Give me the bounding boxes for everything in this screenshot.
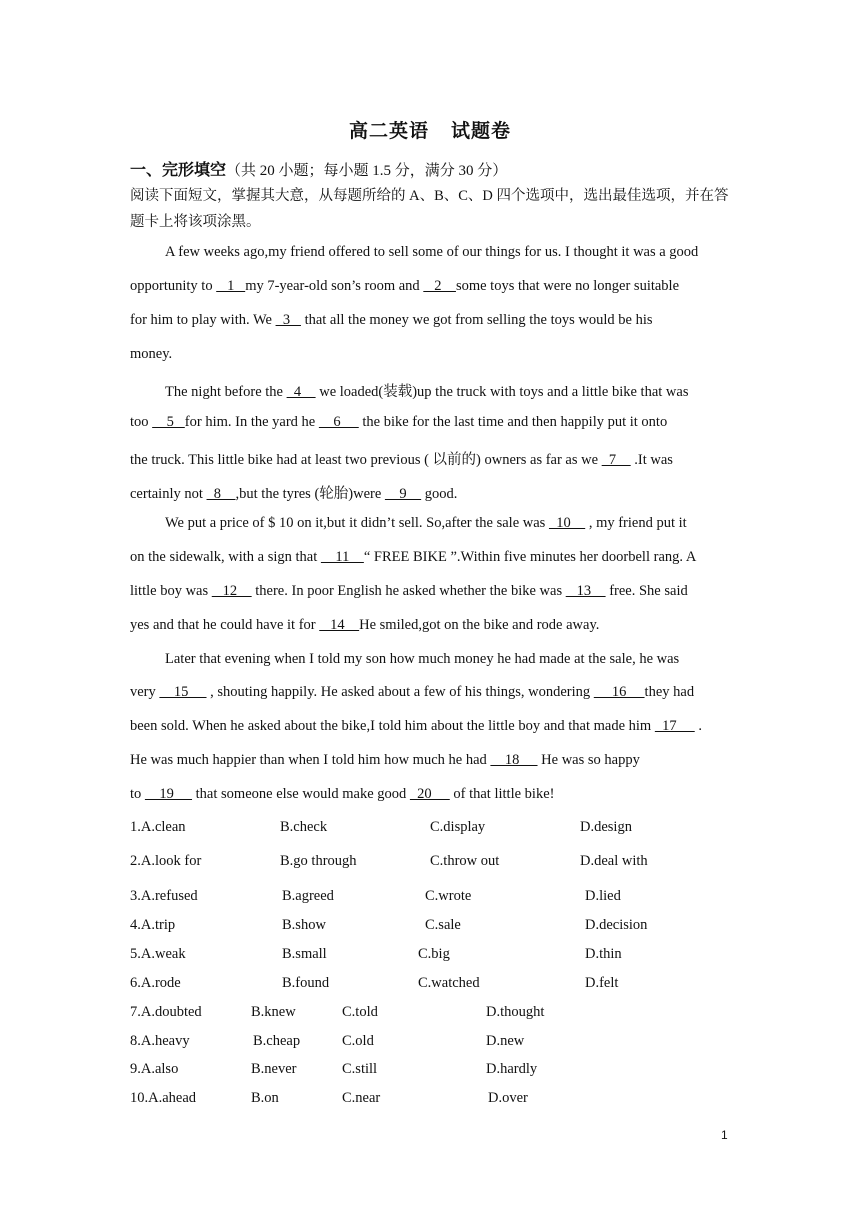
section-note: （共 20 小题；每小题 1.5 分，满分 30 分） xyxy=(226,163,508,179)
blank-4: 4 xyxy=(286,384,316,400)
title-part2: 试题卷 xyxy=(451,121,512,142)
passage-line xyxy=(165,380,688,401)
text: .It was xyxy=(630,452,673,468)
passage-line xyxy=(130,752,640,769)
option-10-d: D.over xyxy=(488,1090,528,1106)
text: the bike for the last time and then happily put it onto xyxy=(358,414,668,430)
blank-7: 7 xyxy=(601,452,631,468)
option-9-d: D.hardly xyxy=(486,1061,538,1077)
option-6-b: B.found xyxy=(282,975,330,991)
option-4-d: D.decision xyxy=(585,917,648,933)
text: He was so happy xyxy=(537,752,640,768)
blank-8: 8 xyxy=(206,486,236,502)
option-1-c: C.display xyxy=(430,819,486,835)
blank-10: 10 xyxy=(548,515,586,531)
option-9-a: 9.A.also xyxy=(130,1061,179,1077)
blank-19: 19 xyxy=(144,786,193,802)
text: we loaded(装载)up the truck with toys and a little bike that was xyxy=(315,384,689,400)
option-2-b: B.go through xyxy=(280,853,357,869)
passage-line: Later that evening when I told my son how much money he had made at the sale, he was xyxy=(165,651,680,667)
option-5-b: B.small xyxy=(282,946,327,962)
blank-11: 11 xyxy=(320,549,364,565)
text: “ FREE BIKE ”.Within five minutes her doorbell rang. A xyxy=(363,549,697,565)
option-3-d: D.lied xyxy=(585,888,621,904)
blank-2: 2 xyxy=(423,278,456,294)
text: good. xyxy=(421,486,458,502)
option-7-a: 7.A.doubted xyxy=(130,1004,202,1020)
option-3-a: 3.A.refused xyxy=(130,888,198,904)
text: . xyxy=(694,718,702,734)
blank-17: 17 xyxy=(654,718,695,734)
section-title: 一、完形填空 xyxy=(130,162,227,179)
option-6-a: 6.A.rode xyxy=(130,975,181,991)
text: some toys that were no longer suitable xyxy=(455,278,680,294)
passage-line xyxy=(130,312,653,329)
text: the truck. This little bike had at least two previous ( 以前的) owners as far as we xyxy=(130,452,602,468)
text: He was much happier than when I told him how much he had xyxy=(130,752,491,768)
option-8-d: D.new xyxy=(486,1033,525,1049)
text: too xyxy=(130,414,153,430)
text: my 7-year-old son’s room and xyxy=(245,278,424,294)
option-6-d: D.felt xyxy=(585,975,619,991)
text: little boy was xyxy=(130,583,212,599)
passage-line xyxy=(130,278,679,295)
passage-line xyxy=(130,583,688,600)
option-9-b: B.never xyxy=(251,1061,297,1077)
option-5-a: 5.A.weak xyxy=(130,946,186,962)
passage-line xyxy=(130,617,599,634)
option-10-a: 10.A.ahead xyxy=(130,1090,197,1106)
option-3-c: C.wrote xyxy=(425,888,472,904)
option-2-a: 2.A.look for xyxy=(130,853,202,869)
title-part1: 高二英语 xyxy=(348,121,429,142)
passage-line xyxy=(130,414,667,431)
passage-line xyxy=(130,718,702,735)
text: very xyxy=(130,684,160,700)
option-4-b: B.show xyxy=(282,917,326,933)
text: that all the money we got from selling the toys would be his xyxy=(300,312,653,328)
option-1-a: 1.A.clean xyxy=(130,819,186,835)
option-1-d: D.design xyxy=(580,819,632,835)
passage-line: A few weeks ago,my friend offered to sell some of our things for us. I thought it was a good xyxy=(165,244,699,260)
blank-3: 3 xyxy=(275,312,301,328)
option-3-b: B.agreed xyxy=(282,888,334,904)
passage-line xyxy=(130,448,673,469)
text: The night before the xyxy=(165,384,287,400)
blank-20: 20 xyxy=(409,786,450,802)
option-8-b: B.cheap xyxy=(253,1033,301,1049)
page-title xyxy=(0,116,860,143)
text: they had xyxy=(644,684,695,700)
blank-6: 6 xyxy=(318,414,359,430)
passage-line xyxy=(165,515,687,532)
passage-line xyxy=(130,786,554,803)
blank-14: 14 xyxy=(319,617,360,633)
option-7-b: B.knew xyxy=(251,1004,296,1020)
text: there. In poor English he asked whether the bike was xyxy=(251,583,566,599)
text: opportunity to xyxy=(130,278,217,294)
text: for him to play with. We xyxy=(130,312,276,328)
option-8-c: C.old xyxy=(342,1033,374,1049)
option-2-d: D.deal with xyxy=(580,853,648,869)
text: of that little bike! xyxy=(449,786,555,802)
option-10-b: B.on xyxy=(251,1090,279,1106)
blank-1: 1 xyxy=(216,278,246,294)
passage-line: money. xyxy=(130,346,173,362)
text: We put a price of $ 10 on it,but it didn’t sell. So,after the sale was xyxy=(165,515,549,531)
option-4-a: 4.A.trip xyxy=(130,917,176,933)
option-5-d: D.thin xyxy=(585,946,622,962)
option-7-c: C.told xyxy=(342,1004,378,1020)
text: He smiled,got on the bike and rode away. xyxy=(359,617,600,633)
option-6-c: C.watched xyxy=(418,975,480,991)
option-5-c: C.big xyxy=(418,946,450,962)
blank-13: 13 xyxy=(565,583,606,599)
blank-18: 18 xyxy=(490,752,538,768)
option-8-a: 8.A.heavy xyxy=(130,1033,190,1049)
text: yes and that he could have it for xyxy=(130,617,320,633)
option-4-c: C.sale xyxy=(425,917,461,933)
text: on the sidewalk, with a sign that xyxy=(130,549,321,565)
option-2-c: C.throw out xyxy=(430,853,500,869)
passage-line xyxy=(130,684,694,701)
option-7-d: D.thought xyxy=(486,1004,545,1020)
text: to xyxy=(130,786,145,802)
text: , shouting happily. He asked about a few of his things, wondering xyxy=(206,684,594,700)
page-number: 1 xyxy=(721,1128,728,1142)
instructions: 阅读下面短文，掌握其大意，从每题所给的 A、B、C、D 四个选项中，选出最佳选项，并在答题卡上将该项涂黑。 xyxy=(130,188,729,230)
blank-16: 16 xyxy=(593,684,645,700)
text: for him. In the yard he xyxy=(184,414,319,430)
option-1-b: B.check xyxy=(280,819,328,835)
option-10-c: C.near xyxy=(342,1090,381,1106)
blank-9: 9 xyxy=(384,486,422,502)
text: certainly not xyxy=(130,486,207,502)
text: ,but the tyres (轮胎)were xyxy=(235,486,385,502)
text: that someone else would make good xyxy=(192,786,410,802)
section-heading xyxy=(130,157,507,180)
text: been sold. When he asked about the bike,I told him about the little boy and that made him xyxy=(130,718,655,734)
blank-15: 15 xyxy=(159,684,207,700)
passage-line xyxy=(130,549,696,566)
blank-12: 12 xyxy=(211,583,252,599)
passage-line xyxy=(130,482,457,503)
option-9-c: C.still xyxy=(342,1061,378,1077)
blank-5: 5 xyxy=(152,414,185,430)
text: free. She said xyxy=(605,583,688,599)
text: , my friend put it xyxy=(585,515,687,531)
